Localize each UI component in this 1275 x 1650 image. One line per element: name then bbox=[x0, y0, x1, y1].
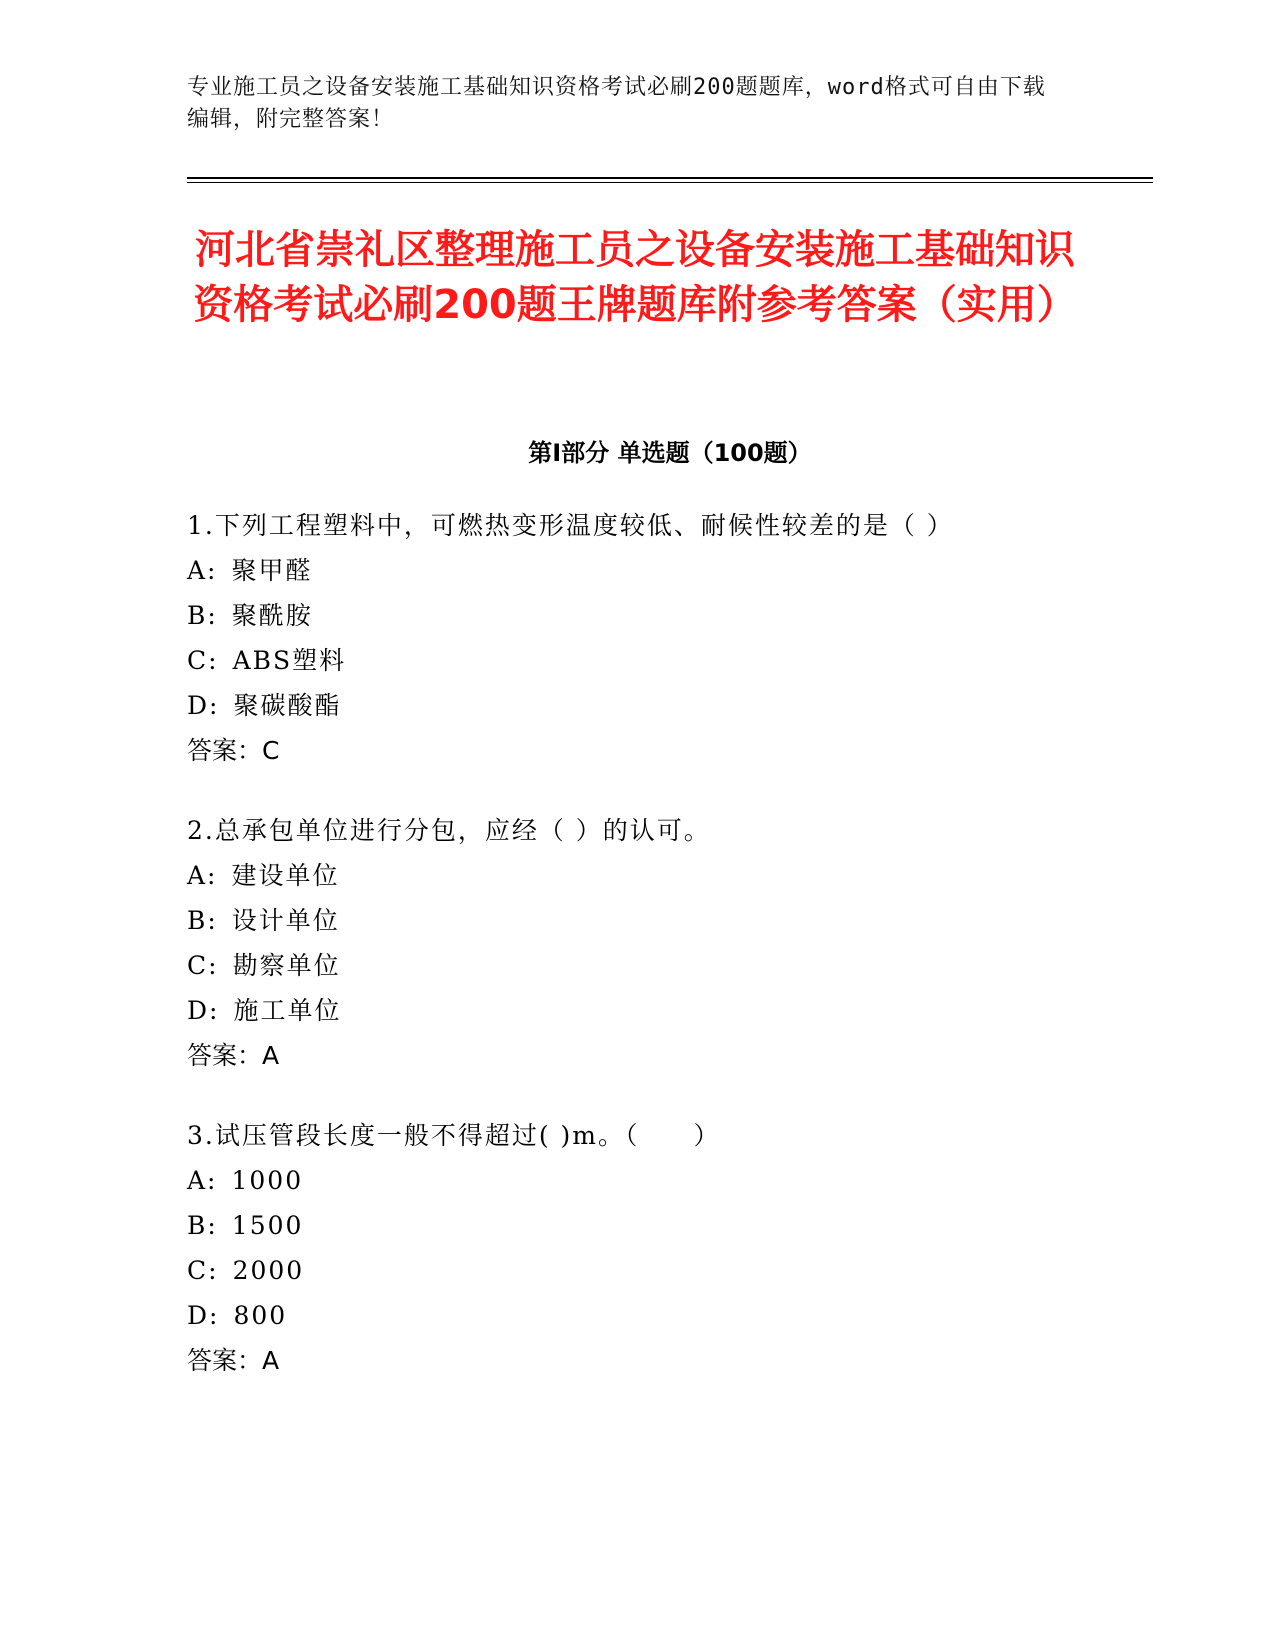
option-b bbox=[187, 898, 1153, 943]
option-c bbox=[187, 943, 1153, 988]
option-d bbox=[187, 683, 1153, 728]
question-2 bbox=[187, 808, 1153, 1078]
option-text: 800 bbox=[233, 1301, 288, 1330]
option-text: 聚碳酸酯 bbox=[233, 691, 342, 720]
option-d bbox=[187, 988, 1153, 1033]
option-key: C: bbox=[187, 1256, 219, 1285]
option-key: D: bbox=[187, 996, 220, 1025]
option-key: C: bbox=[187, 646, 219, 675]
option-text: 1500 bbox=[231, 1211, 304, 1240]
document-title: 河北省崇礼区整理施工员之设备安装施工基础知识资格考试必刷200题王牌题库附参考答案（实用） bbox=[193, 227, 1077, 328]
option-a bbox=[187, 548, 1153, 593]
question-stem: 3.试压管段长度一般不得超过( )m。（ ） bbox=[187, 1121, 721, 1150]
option-text: 施工单位 bbox=[233, 996, 342, 1025]
option-c bbox=[187, 1248, 1153, 1293]
answer-line: 答案：A bbox=[187, 1041, 280, 1070]
option-text: 设计单位 bbox=[231, 906, 340, 935]
option-key: D: bbox=[187, 1301, 220, 1330]
header-note: 专业施工员之设备安装施工基础知识资格考试必刷200题题库，word格式可自由下载编辑，附完整答案！ bbox=[187, 75, 1046, 132]
header-divider-thin bbox=[187, 182, 1153, 183]
option-key: A: bbox=[187, 556, 218, 585]
option-d bbox=[187, 1293, 1153, 1338]
option-key: D: bbox=[187, 691, 220, 720]
option-c bbox=[187, 638, 1153, 683]
answer-line: 答案：C bbox=[187, 736, 280, 765]
option-text: 聚酰胺 bbox=[231, 601, 313, 630]
option-key: C: bbox=[187, 951, 219, 980]
option-text: ABS塑料 bbox=[232, 646, 347, 675]
question-stem: 1.下列工程塑料中，可燃热变形温度较低、耐候性较差的是（ ） bbox=[187, 511, 954, 540]
option-text: 1000 bbox=[231, 1166, 304, 1195]
option-text: 勘察单位 bbox=[232, 951, 341, 980]
option-text: 建设单位 bbox=[231, 861, 340, 890]
option-a bbox=[187, 853, 1153, 898]
answer-line: 答案：A bbox=[187, 1346, 280, 1375]
option-a bbox=[187, 1158, 1153, 1203]
option-text: 2000 bbox=[232, 1256, 305, 1285]
question-stem: 2.总承包单位进行分包，应经（ ）的认可。 bbox=[187, 816, 711, 845]
option-key: B: bbox=[187, 906, 218, 935]
question-3 bbox=[187, 1113, 1153, 1383]
option-key: A: bbox=[187, 1166, 218, 1195]
option-key: B: bbox=[187, 601, 218, 630]
option-key: B: bbox=[187, 1211, 218, 1240]
option-b bbox=[187, 1203, 1153, 1248]
header-divider-thick bbox=[187, 177, 1153, 179]
option-key: A: bbox=[187, 861, 218, 890]
question-1 bbox=[187, 503, 1153, 773]
part-heading: 第Ⅰ部分 单选题（100题） bbox=[528, 439, 812, 467]
option-text: 聚甲醛 bbox=[231, 556, 313, 585]
option-b bbox=[187, 593, 1153, 638]
